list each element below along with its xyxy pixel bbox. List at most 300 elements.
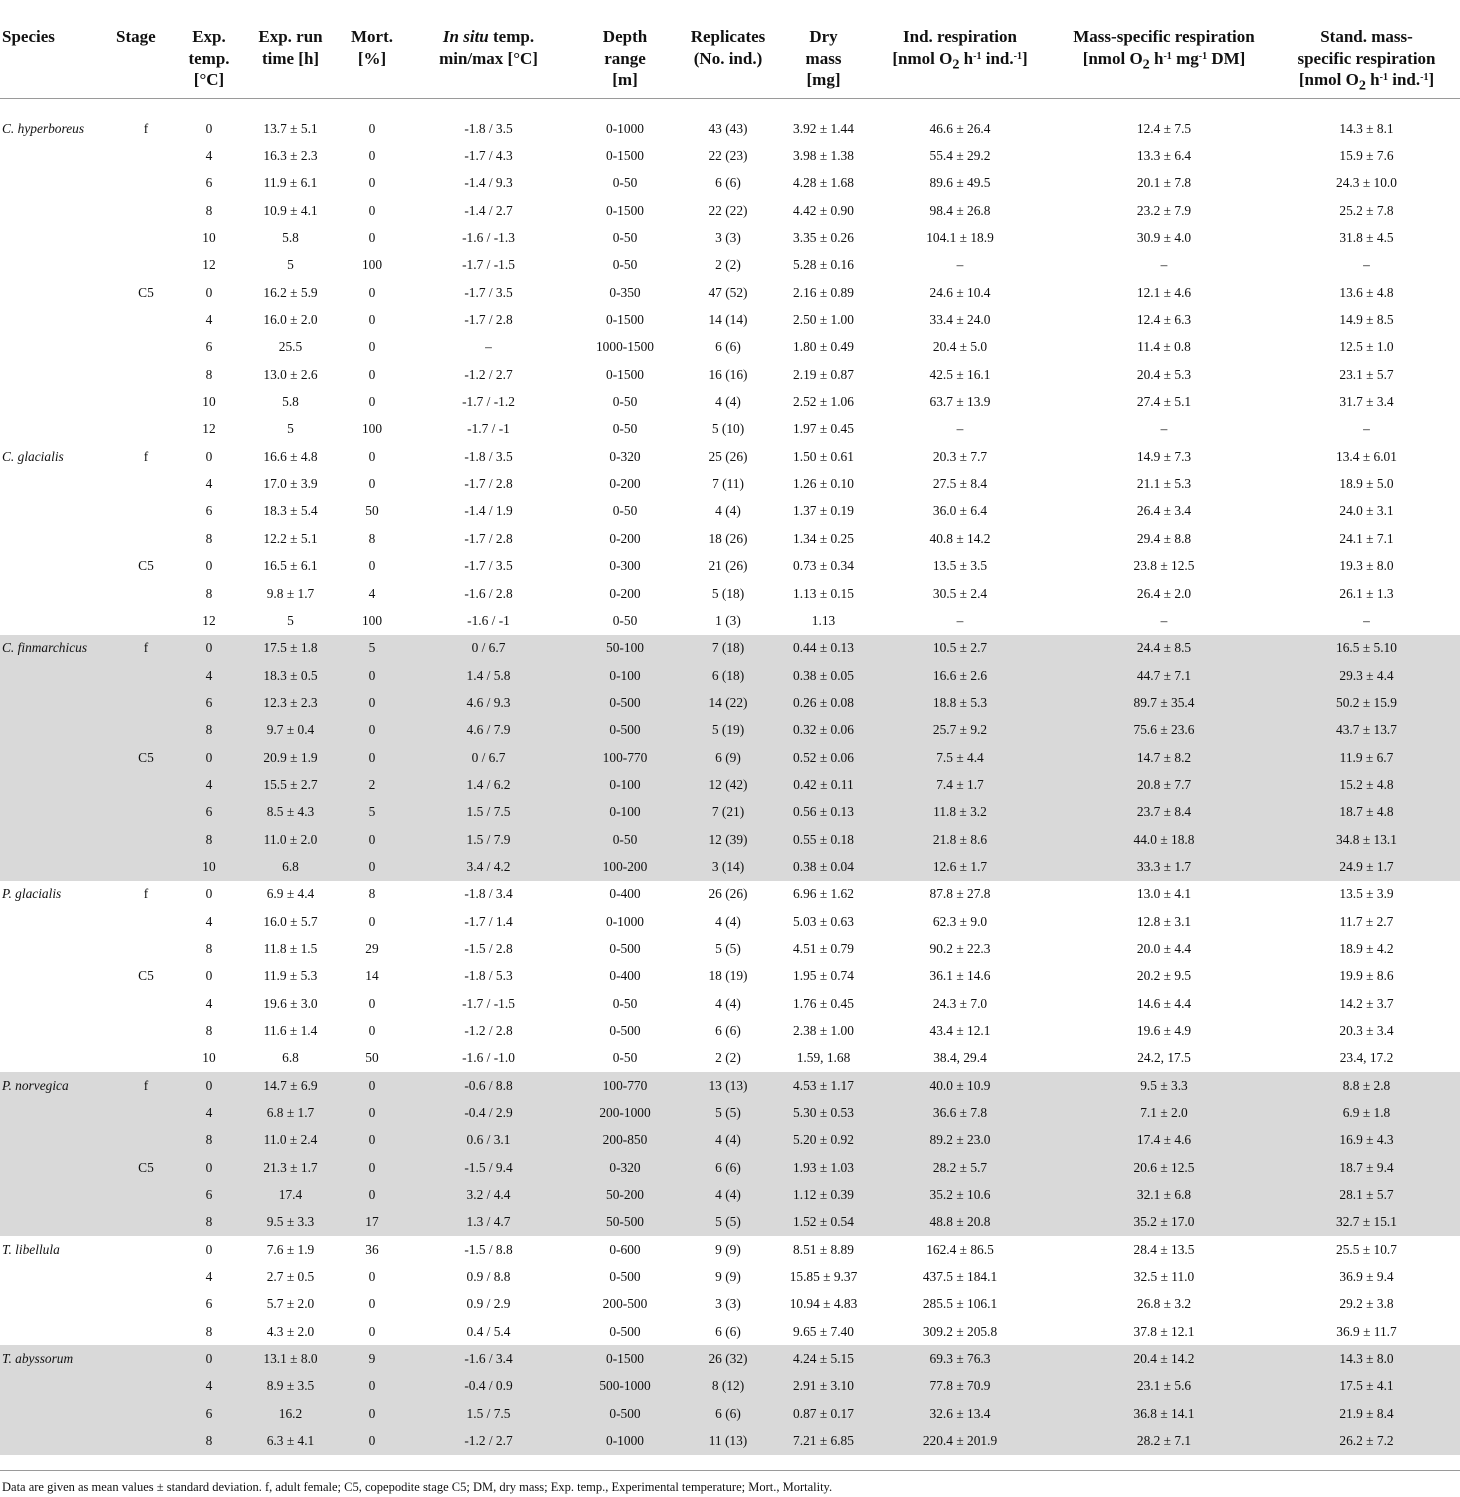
cell-run-time: 20.9 ± 1.9: [238, 744, 343, 771]
cell-mass-specific-respiration: 28.2 ± 7.1: [1055, 1428, 1273, 1455]
cell-depth-range: 50-100: [576, 635, 674, 662]
header-row: [0, 0, 1460, 99]
cell-exp-temp: 10: [202, 1050, 216, 1066]
table-row: [0, 1263, 1460, 1290]
cell-replicates: 5 (18): [711, 585, 745, 601]
table-body: [0, 99, 1460, 1455]
cell-mass-specific-respiration: 23.2 ± 7.9: [1136, 202, 1192, 218]
cell-exp-temp: 6: [205, 339, 213, 355]
cell-mass-specific-respiration: 75.6 ± 23.6: [1055, 717, 1273, 744]
cell-replicates: 14 (14): [708, 312, 748, 328]
cell-replicates: 4 (4): [674, 1181, 782, 1208]
cell-exp-temp: 8: [205, 940, 213, 956]
cell-stage: [112, 197, 180, 224]
cell-ind-respiration: 89.6 ± 49.5: [929, 175, 991, 191]
cell-stage: [112, 1099, 180, 1126]
cell-depth-range: 200-850: [576, 1127, 674, 1154]
cell-stand-mass-specific-respiration: 24.3 ± 10.0: [1336, 175, 1397, 191]
cell-depth-range: 0-1500: [606, 148, 644, 164]
cell-run-time: 16.2 ± 5.9: [263, 284, 318, 300]
cell-stage: [112, 142, 180, 169]
cell-stand-mass-specific-respiration: 20.3 ± 3.4: [1339, 1023, 1394, 1039]
col-dry-mass-header: Dry mass [mg]: [805, 27, 842, 89]
cell-mass-specific-respiration: –: [1160, 421, 1168, 437]
cell-dry-mass: 4.28 ± 1.68: [793, 175, 854, 191]
cell-exp-temp: 12: [202, 257, 216, 273]
cell-mortality: 36: [365, 1241, 379, 1257]
cell-replicates: 9 (9): [715, 1241, 741, 1257]
cell-stage: C5: [138, 968, 154, 984]
cell-exp-temp: 0: [180, 1345, 238, 1372]
cell-mass-specific-respiration: 20.4 ± 14.2: [1055, 1345, 1273, 1372]
cell-depth-range: 0-200: [609, 530, 641, 546]
cell-depth-range: 0-500: [609, 940, 641, 956]
cell-exp-temp: 4: [180, 771, 238, 798]
cell-ind-respiration: 36.0 ± 6.4: [932, 503, 988, 519]
table-row: [0, 1045, 1460, 1072]
cell-depth-range: 0-1000: [606, 913, 644, 929]
cell-insitu-temp: 1.4 / 5.8: [401, 662, 576, 689]
cell-run-time: 16.0 ± 5.7: [263, 913, 318, 929]
cell-run-time: 12.2 ± 5.1: [263, 530, 318, 546]
cell-stage: [112, 935, 180, 962]
cell-run-time: 9.7 ± 0.4: [238, 717, 343, 744]
cell-insitu-temp: -1.7 / 2.8: [464, 312, 513, 328]
cell-exp-temp: 8: [180, 1209, 238, 1236]
cell-species: [0, 580, 112, 607]
cell-run-time: 17.4: [238, 1181, 343, 1208]
cell-dry-mass: 0.56 ± 0.13: [782, 799, 865, 826]
cell-exp-temp: 8: [205, 366, 213, 382]
cell-run-time: 16.0 ± 2.0: [263, 312, 318, 328]
cell-mass-specific-respiration: 12.4 ± 6.3: [1136, 312, 1192, 328]
cell-dry-mass: 0.87 ± 0.17: [782, 1400, 865, 1427]
cell-dry-mass: 0.26 ± 0.08: [782, 689, 865, 716]
cell-dry-mass: 1.93 ± 1.03: [782, 1154, 865, 1181]
cell-ind-respiration: 42.5 ± 16.1: [929, 366, 991, 382]
cell-stand-mass-specific-respiration: 24.1 ± 7.1: [1339, 530, 1394, 546]
cell-species: [0, 853, 112, 880]
cell-exp-temp: 4: [205, 148, 213, 164]
cell-stand-mass-specific-respiration: 15.9 ± 7.6: [1339, 148, 1394, 164]
cell-mortality: 0: [368, 339, 376, 355]
cell-replicates: 5 (10): [711, 421, 745, 437]
cell-dry-mass: 1.59, 1.68: [796, 1050, 851, 1066]
cell-mortality: 8: [368, 886, 376, 902]
cell-mass-specific-respiration: 12.4 ± 7.5: [1136, 120, 1192, 136]
cell-stand-mass-specific-respiration: 18.9 ± 5.0: [1339, 476, 1394, 492]
table-row: [0, 334, 1460, 361]
cell-ind-respiration: 28.2 ± 5.7: [865, 1154, 1055, 1181]
cell-species: [0, 1017, 112, 1044]
cell-insitu-temp: –: [485, 339, 492, 355]
cell-run-time: 6.8: [282, 1050, 299, 1066]
cell-replicates: 7 (18): [674, 635, 782, 662]
cell-exp-temp: 12: [202, 421, 216, 437]
cell-insitu-temp: -1.4 / 9.3: [464, 175, 513, 191]
cell-stand-mass-specific-respiration: 14.2 ± 3.7: [1339, 995, 1394, 1011]
cell-replicates: 2 (2): [715, 257, 741, 273]
cell-mortality: 0: [368, 148, 376, 164]
cell-species: [0, 990, 112, 1017]
cell-exp-temp: 6: [205, 175, 213, 191]
cell-mortality: 100: [361, 421, 383, 437]
cell-stand-mass-specific-respiration: 19.3 ± 8.0: [1339, 558, 1394, 574]
cell-run-time: 6.8 ± 1.7: [238, 1099, 343, 1126]
cell-ind-respiration: 13.5 ± 3.5: [932, 558, 988, 574]
cell-stand-mass-specific-respiration: 13.5 ± 3.9: [1339, 886, 1394, 902]
cell-species: [0, 142, 112, 169]
cell-depth-range: 0-500: [609, 1023, 641, 1039]
cell-ind-respiration: 32.6 ± 13.4: [865, 1400, 1055, 1427]
cell-replicates: 8 (12): [674, 1373, 782, 1400]
cell-insitu-temp: -1.7 / 3.5: [464, 558, 513, 574]
cell-stage: f: [112, 1072, 180, 1099]
cell-mortality: 0: [343, 1154, 401, 1181]
cell-depth-range: 0-50: [612, 1050, 638, 1066]
cell-species: [0, 170, 112, 197]
cell-mass-specific-respiration: 14.6 ± 4.4: [1136, 995, 1192, 1011]
cell-depth-range: 0-200: [609, 476, 641, 492]
cell-depth-range: 0-50: [612, 612, 638, 628]
table-row: [0, 224, 1460, 251]
cell-exp-temp: 0: [205, 558, 213, 574]
cell-species: [0, 607, 112, 634]
cell-depth-range: 0-500: [609, 1269, 641, 1285]
cell-exp-temp: 0: [205, 1241, 213, 1257]
spacer-row: [0, 99, 1460, 116]
cell-stand-mass-specific-respiration: 26.1 ± 1.3: [1339, 585, 1394, 601]
cell-stand-mass-specific-respiration: 36.9 ± 11.7: [1336, 1323, 1397, 1339]
cell-mortality: 0: [368, 1296, 376, 1312]
table-row: [0, 580, 1460, 607]
cell-mass-specific-respiration: 26.4 ± 3.4: [1136, 503, 1192, 519]
cell-exp-temp: 4: [180, 662, 238, 689]
table-row: [0, 771, 1460, 798]
cell-exp-temp: 8: [180, 826, 238, 853]
cell-mortality: 0: [343, 689, 401, 716]
cell-mortality: 0: [343, 1428, 401, 1455]
cell-replicates: 4 (4): [715, 503, 741, 519]
cell-mortality: 0: [343, 717, 401, 744]
cell-replicates: 18 (19): [708, 968, 748, 984]
cell-stage: [112, 1373, 180, 1400]
cell-ind-respiration: 285.5 ± 106.1: [922, 1296, 998, 1312]
cell-dry-mass: 0.44 ± 0.13: [782, 635, 865, 662]
cell-mortality: 0: [343, 1400, 401, 1427]
cell-species: [0, 361, 112, 388]
cell-exp-temp: 10: [202, 394, 216, 410]
cell-ind-respiration: 16.6 ± 2.6: [865, 662, 1055, 689]
cell-dry-mass: 0.38 ± 0.04: [782, 853, 865, 880]
cell-mortality: 0: [343, 853, 401, 880]
cell-species: [0, 388, 112, 415]
table-row: [0, 361, 1460, 388]
cell-mass-specific-respiration: 11.4 ± 0.8: [1137, 339, 1191, 355]
cell-stand-mass-specific-respiration: 6.9 ± 1.8: [1273, 1099, 1460, 1126]
cell-mortality: 29: [365, 940, 379, 956]
table-row: [0, 689, 1460, 716]
cell-run-time: 10.9 ± 4.1: [263, 202, 318, 218]
cell-depth-range: 0-320: [576, 1154, 674, 1181]
cell-exp-temp: 8: [205, 1323, 213, 1339]
table-row: [0, 443, 1460, 470]
cell-ind-respiration: 162.4 ± 86.5: [926, 1241, 994, 1257]
cell-mass-specific-respiration: 36.8 ± 14.1: [1055, 1400, 1273, 1427]
cell-depth-range: 0-50: [612, 995, 638, 1011]
cell-stand-mass-specific-respiration: 17.5 ± 4.1: [1273, 1373, 1460, 1400]
cell-mass-specific-respiration: 12.1 ± 4.6: [1136, 284, 1192, 300]
cell-exp-temp: 0: [205, 886, 213, 902]
cell-ind-respiration: 220.4 ± 201.9: [865, 1428, 1055, 1455]
cell-replicates: 6 (6): [715, 175, 741, 191]
cell-dry-mass: 1.50 ± 0.61: [793, 448, 854, 464]
cell-insitu-temp: -1.6 / -1: [467, 612, 510, 628]
cell-dry-mass: 1.80 ± 0.49: [793, 339, 854, 355]
cell-stage: f: [112, 635, 180, 662]
table-row: [0, 607, 1460, 634]
cell-depth-range: 200-500: [602, 1296, 648, 1312]
col-stand-mass-specific-header: Stand. mass- specific respiration [nmol $O_2$ $h^{-1}$ ind.$^{-1}$]: [1297, 27, 1436, 94]
cell-stand-mass-specific-respiration: 18.7 ± 4.8: [1273, 799, 1460, 826]
cell-dry-mass: 8.51 ± 8.89: [793, 1241, 854, 1257]
cell-mortality: 0: [368, 995, 376, 1011]
cell-ind-respiration: 38.4, 29.4: [933, 1050, 987, 1066]
cell-dry-mass: 4.51 ± 0.79: [793, 940, 854, 956]
cell-replicates: 3 (3): [715, 230, 741, 246]
cell-mortality: 0: [368, 1023, 376, 1039]
cell-insitu-temp: 1.4 / 6.2: [401, 771, 576, 798]
cell-exp-temp: 8: [205, 1023, 213, 1039]
cell-ind-respiration: 21.8 ± 8.6: [865, 826, 1055, 853]
cell-stage: C5: [138, 284, 154, 300]
cell-dry-mass: 5.20 ± 0.92: [782, 1127, 865, 1154]
cell-dry-mass: 7.21 ± 6.85: [782, 1428, 865, 1455]
cell-stand-mass-specific-respiration: 18.9 ± 4.2: [1339, 940, 1394, 956]
footnote: Data are given as mean values ± standard deviation. f, adult female; C5, copepodite stage C5; DM, dry mass; Exp. temp., Experimental temperature; Mort., Mortality.: [2, 1480, 833, 1494]
cell-ind-respiration: 27.5 ± 8.4: [932, 476, 988, 492]
cell-species: [0, 799, 112, 826]
cell-exp-temp: 6: [205, 503, 213, 519]
cell-mass-specific-respiration: 21.1 ± 5.3: [1136, 476, 1192, 492]
col-species-header: Species: [2, 27, 55, 46]
cell-species: [0, 908, 112, 935]
cell-ind-respiration: 24.6 ± 10.4: [929, 284, 991, 300]
cell-ind-respiration: 63.7 ± 13.9: [929, 394, 991, 410]
cell-dry-mass: 1.76 ± 0.45: [793, 995, 854, 1011]
cell-depth-range: 0-500: [576, 717, 674, 744]
cell-run-time: 5: [287, 257, 294, 273]
cell-replicates: 12 (42): [674, 771, 782, 798]
cell-exp-temp: 0: [205, 968, 213, 984]
cell-run-time: 25.5: [278, 339, 303, 355]
cell-species: [0, 1181, 112, 1208]
cell-mass-specific-respiration: –: [1160, 612, 1168, 628]
cell-mass-specific-respiration: 17.4 ± 4.6: [1055, 1127, 1273, 1154]
table-row: [0, 717, 1460, 744]
cell-stage: [112, 580, 180, 607]
cell-dry-mass: 2.52 ± 1.06: [793, 394, 854, 410]
cell-dry-mass: 5.28 ± 0.16: [793, 257, 854, 273]
cell-replicates: 5 (5): [674, 1209, 782, 1236]
cell-depth-range: 0-300: [609, 558, 641, 574]
cell-insitu-temp: -1.5 / 2.8: [464, 940, 513, 956]
cell-replicates: 47 (52): [708, 284, 748, 300]
cell-depth-range: 0-320: [609, 448, 641, 464]
cell-dry-mass: 0.38 ± 0.05: [782, 662, 865, 689]
cell-mortality: 0: [368, 230, 376, 246]
cell-ind-respiration: 36.6 ± 7.8: [865, 1099, 1055, 1126]
cell-dry-mass: 0.52 ± 0.06: [782, 744, 865, 771]
cell-species: [0, 416, 112, 443]
cell-stand-mass-specific-respiration: 31.8 ± 4.5: [1339, 230, 1394, 246]
cell-stage: [112, 1400, 180, 1427]
cell-mortality: 4: [368, 585, 376, 601]
cell-stand-mass-specific-respiration: 23.1 ± 5.7: [1339, 366, 1394, 382]
cell-dry-mass: 4.24 ± 5.15: [782, 1345, 865, 1372]
cell-exp-temp: 0: [180, 1154, 238, 1181]
cell-species: [0, 935, 112, 962]
cell-dry-mass: 2.91 ± 3.10: [782, 1373, 865, 1400]
cell-dry-mass: 1.37 ± 0.19: [793, 503, 854, 519]
cell-mortality: 0: [368, 448, 376, 464]
cell-stage: [112, 771, 180, 798]
cell-stage: [112, 908, 180, 935]
cell-dry-mass: 3.98 ± 1.38: [793, 148, 854, 164]
cell-insitu-temp: -1.7 / 3.5: [464, 284, 513, 300]
cell-replicates: 26 (32): [674, 1345, 782, 1372]
cell-insitu-temp: 1.3 / 4.7: [401, 1209, 576, 1236]
cell-mass-specific-respiration: 37.8 ± 12.1: [1133, 1323, 1195, 1339]
cell-stand-mass-specific-respiration: 11.9 ± 6.7: [1273, 744, 1460, 771]
cell-stand-mass-specific-respiration: 32.7 ± 15.1: [1273, 1209, 1460, 1236]
cell-mass-specific-respiration: 89.7 ± 35.4: [1055, 689, 1273, 716]
cell-stage: [112, 1209, 180, 1236]
cell-replicates: 9 (9): [715, 1269, 741, 1285]
cell-dry-mass: 0.32 ± 0.06: [782, 717, 865, 744]
cell-mass-specific-respiration: 14.9 ± 7.3: [1136, 448, 1192, 464]
cell-depth-range: 200-1000: [576, 1099, 674, 1126]
cell-exp-temp: 12: [202, 612, 216, 628]
cell-depth-range: 0-400: [609, 886, 641, 902]
cell-insitu-temp: -1.2 / 2.7: [401, 1428, 576, 1455]
cell-species: [0, 197, 112, 224]
cell-insitu-temp: 0.4 / 5.4: [466, 1323, 511, 1339]
cell-mass-specific-respiration: 9.5 ± 3.3: [1055, 1072, 1273, 1099]
table-row: [0, 1154, 1460, 1181]
table-row: [0, 826, 1460, 853]
cell-mass-specific-respiration: 26.4 ± 2.0: [1136, 585, 1192, 601]
cell-dry-mass: 0.55 ± 0.18: [782, 826, 865, 853]
cell-stage: [112, 717, 180, 744]
cell-run-time: 8.9 ± 3.5: [238, 1373, 343, 1400]
cell-run-time: 15.5 ± 2.7: [238, 771, 343, 798]
cell-stand-mass-specific-respiration: –: [1363, 612, 1370, 628]
cell-depth-range: 0-1500: [606, 312, 644, 328]
cell-stand-mass-specific-respiration: 28.1 ± 5.7: [1273, 1181, 1460, 1208]
table-row: [0, 252, 1460, 279]
cell-species: [0, 1099, 112, 1126]
cell-exp-temp: 8: [180, 1127, 238, 1154]
cell-replicates: 16 (16): [708, 366, 748, 382]
cell-mortality: 0: [343, 1373, 401, 1400]
cell-replicates: 21 (26): [708, 558, 748, 574]
cell-mortality: 2: [343, 771, 401, 798]
cell-depth-range: 0-1000: [576, 1428, 674, 1455]
cell-replicates: 22 (22): [708, 202, 748, 218]
cell-mass-specific-respiration: 7.1 ± 2.0: [1055, 1099, 1273, 1126]
cell-exp-temp: 4: [205, 312, 213, 328]
col-mortality-header: Mort. [%]: [350, 27, 393, 68]
cell-mass-specific-respiration: 29.4 ± 8.8: [1136, 530, 1192, 546]
cell-dry-mass: 0.73 ± 0.34: [793, 558, 854, 574]
cell-species: [0, 252, 112, 279]
cell-insitu-temp: -0.4 / 2.9: [401, 1099, 576, 1126]
cell-insitu-temp: 0.9 / 2.9: [466, 1296, 511, 1312]
cell-ind-respiration: 33.4 ± 24.0: [929, 312, 991, 328]
table-row: [0, 416, 1460, 443]
cell-mass-specific-respiration: 12.8 ± 3.1: [1136, 913, 1192, 929]
cell-insitu-temp: -1.6 / -1.3: [462, 230, 515, 246]
cell-replicates: 43 (43): [708, 120, 748, 136]
cell-species: [0, 306, 112, 333]
cell-ind-respiration: 309.2 ± 205.8: [922, 1323, 998, 1339]
cell-insitu-temp: 1.5 / 7.9: [401, 826, 576, 853]
cell-species: [0, 1318, 112, 1345]
cell-dry-mass: 1.34 ± 0.25: [793, 530, 854, 546]
cell-stage: [112, 1045, 180, 1072]
cell-mass-specific-respiration: 28.4 ± 13.5: [1133, 1241, 1195, 1257]
cell-ind-respiration: –: [956, 421, 964, 437]
cell-mortality: 5: [343, 799, 401, 826]
table-row: [0, 1181, 1460, 1208]
cell-mass-specific-respiration: 20.2 ± 9.5: [1136, 968, 1192, 984]
cell-run-time: 17.5 ± 1.8: [238, 635, 343, 662]
cell-stand-mass-specific-respiration: 12.5 ± 1.0: [1339, 339, 1394, 355]
cell-depth-range: 0-50: [612, 175, 638, 191]
cell-depth-range: 0-600: [609, 1241, 641, 1257]
cell-depth-range: 0-50: [612, 257, 638, 273]
cell-mass-specific-respiration: 30.9 ± 4.0: [1136, 230, 1192, 246]
cell-insitu-temp: 0 / 6.7: [401, 744, 576, 771]
cell-exp-temp: 8: [205, 202, 213, 218]
cell-stage: [112, 252, 180, 279]
cell-replicates: 11 (13): [674, 1428, 782, 1455]
cell-depth-range: 0-1500: [576, 1345, 674, 1372]
cell-species: T. abyssorum: [0, 1345, 112, 1372]
cell-species: [0, 1400, 112, 1427]
cell-species: [0, 1373, 112, 1400]
cell-replicates: 6 (6): [715, 339, 741, 355]
cell-replicates: 3 (3): [715, 1296, 741, 1312]
cell-mass-specific-respiration: 20.4 ± 5.3: [1136, 366, 1192, 382]
cell-run-time: 6.9 ± 4.4: [266, 886, 315, 902]
cell-stand-mass-specific-respiration: 15.2 ± 4.8: [1273, 771, 1460, 798]
cell-dry-mass: 2.19 ± 0.87: [793, 366, 854, 382]
cell-ind-respiration: 30.5 ± 2.4: [932, 585, 988, 601]
cell-dry-mass: 2.16 ± 0.89: [793, 284, 854, 300]
cell-mass-specific-respiration: 23.8 ± 12.5: [1133, 558, 1195, 574]
cell-stand-mass-specific-respiration: 14.9 ± 8.5: [1339, 312, 1394, 328]
cell-depth-range: 0-200: [609, 585, 641, 601]
cell-dry-mass: 4.53 ± 1.17: [782, 1072, 865, 1099]
cell-insitu-temp: -1.7 / -1.2: [462, 394, 515, 410]
cell-ind-respiration: –: [956, 612, 964, 628]
cell-replicates: 6 (18): [674, 662, 782, 689]
cell-mortality: 0: [343, 744, 401, 771]
cell-insitu-temp: 1.5 / 7.5: [401, 1400, 576, 1427]
cell-species: [0, 1154, 112, 1181]
